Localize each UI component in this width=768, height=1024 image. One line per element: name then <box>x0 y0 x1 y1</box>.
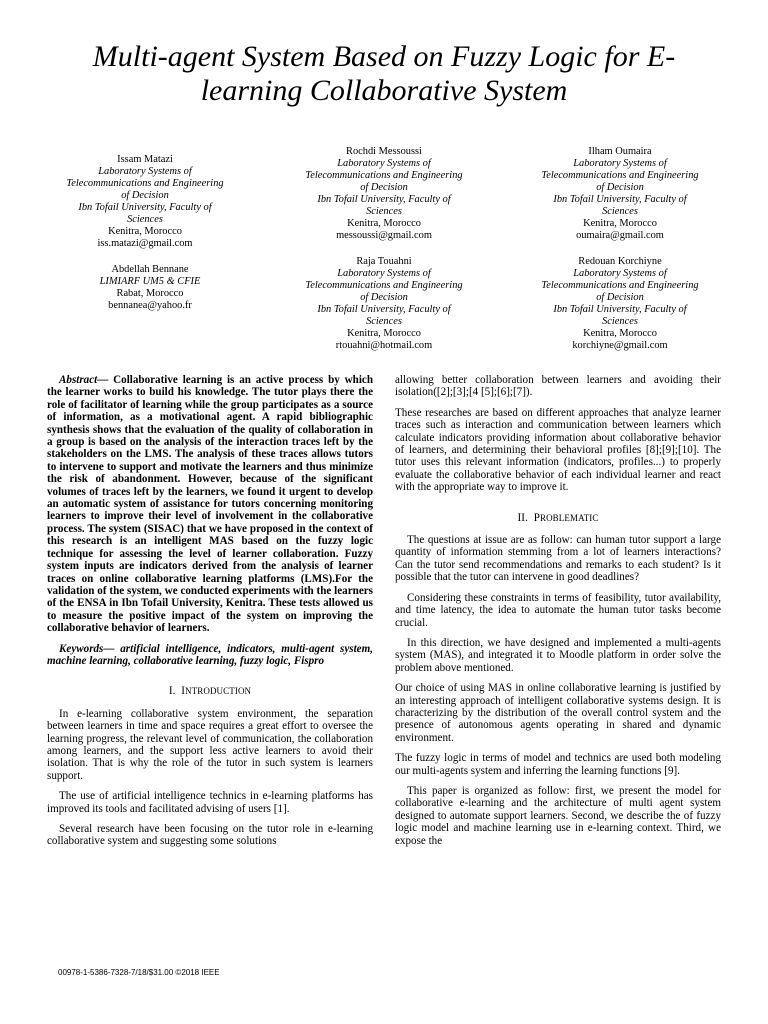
section-title-rest: ROBLEMATIC <box>539 512 599 523</box>
author-affiliation: Laboratory Systems of <box>573 268 667 279</box>
author-affiliation: Telecommunications and Engineering <box>541 280 699 291</box>
left-column <box>47 374 373 856</box>
author-location: Rabat, Morocco <box>116 288 184 299</box>
author-block-4 <box>45 264 255 312</box>
author-location: Kenitra, Morocco <box>108 226 182 237</box>
paragraph: These researches are based on different approaches that analyze learner traces such as interaction and communication between learners which calculate indicators providing information about collaborative behavior of learners, and determining their behavioral profiles [8];[9];[10]. The tutor uses this relevant information (indicators, profiles...) to properly evaluate the collaborative behavior of each individual learner and react with the appropriate way to improve it. <box>395 406 721 494</box>
paragraph: Our choice of using MAS in online collaborative learning is justified by an interesting approach of intelligent collaborative systems design. It is characterizing by the distribution of the overall control system and the presence of autonomous agents operating in shared and dynamic environment. <box>395 682 721 744</box>
author-block-3 <box>515 146 725 242</box>
author-name: Raja Touahni <box>356 256 412 267</box>
author-affiliation: Ibn Tofail University, Faculty of <box>317 194 451 205</box>
author-email: korchiyne@gmail.com <box>572 340 668 351</box>
author-affiliation: Laboratory Systems of <box>573 158 667 169</box>
author-affiliation: Sciences <box>366 316 402 327</box>
author-affiliation: Sciences <box>602 206 638 217</box>
author-email: bennanea@yahoo.fr <box>108 300 192 311</box>
author-affiliation: LIMIARF UM5 & CFIE <box>99 276 201 287</box>
author-affiliation: Laboratory Systems of <box>337 158 431 169</box>
author-affiliation: of Decision <box>360 182 408 193</box>
section-title-initial: I <box>181 685 186 698</box>
keywords: Keywords— artificial intelligence, indicators, multi-agent system, machine learning, collaborative learning, fuzzy logic, Fispro <box>47 642 373 667</box>
author-name: Ilham Oumaira <box>588 146 652 157</box>
paragraph: The questions at issue are as follow: can human tutor support a large quantity of information stemming from a lot of learners interactions? Can the tutor send recommendations and remarks to each student? Is it possible that the tutor can intervene in good deadlines? <box>395 534 721 584</box>
author-affiliation: Ibn Tofail University, Faculty of <box>317 304 451 315</box>
author-affiliation: Ibn Tofail University, Faculty of <box>553 194 687 205</box>
author-location: Kenitra, Morocco <box>347 218 421 229</box>
section-title-rest: NTRODUCTION <box>185 686 252 697</box>
author-block-6 <box>515 256 725 352</box>
copyright-footer: 00978-1-5386-7328-7/18/$31.00 ©2018 IEEE <box>58 968 220 977</box>
paragraph: In e-learning collaborative system environment, the separation between learners in time and space requires a great effort to oversee the learning progress, the relevant level of communication, the collaboration among learners, and the support less active learners to avoid their isolation. That is why the role of the tutor in such system is learners support. <box>47 707 373 782</box>
author-block-1 <box>40 154 250 250</box>
author-email: rtouahni@hotmail.com <box>335 340 433 351</box>
author-affiliation: of Decision <box>360 292 408 303</box>
author-affiliation: Telecommunications and Engineering <box>305 170 463 181</box>
author-block-5 <box>279 256 489 352</box>
author-affiliation: Laboratory Systems of <box>98 166 192 177</box>
author-affiliation: Telecommunications and Engineering <box>305 280 463 291</box>
author-block-2 <box>279 146 489 242</box>
author-affiliation: of Decision <box>596 292 644 303</box>
author-location: Kenitra, Morocco <box>347 328 421 339</box>
author-location: Kenitra, Morocco <box>583 218 657 229</box>
right-column <box>395 374 721 855</box>
section-number: I. <box>168 685 176 698</box>
paragraph: In this direction, we have designed and implemented a multi-agents system (MAS), and integrated it to Moodle platform in order solve the problem above mentioned. <box>395 636 721 674</box>
paragraph: Several research have been focusing on the tutor role in e-learning collaborative system and suggesting some solutions <box>47 823 373 848</box>
author-name: Issam Matazi <box>117 154 173 165</box>
paragraph: allowing better collaboration between learners and avoiding their isolation([2];[3];[4 [5];[6];[7]). <box>395 374 721 399</box>
author-affiliation: Ibn Tofail University, Faculty of <box>553 304 687 315</box>
paragraph: The fuzzy logic in terms of model and technics are used both modeling our multi-agents system and inferring the learning functions [9]. <box>395 752 721 777</box>
author-name: Abdellah Bennane <box>111 264 189 275</box>
author-affiliation: of Decision <box>596 182 644 193</box>
section-heading-problematic <box>395 512 721 524</box>
abstract <box>47 374 373 635</box>
author-affiliation: Sciences <box>366 206 402 217</box>
author-location: Kenitra, Morocco <box>583 328 657 339</box>
author-affiliation: Telecommunications and Engineering <box>541 170 699 181</box>
abstract-text: Collaborative learning is an active process by which the learner works to build his knowledge. The tutor plays there the role of facilitator of learning while the group participates as a source of information, as a motivational agent. A rapid bibliographic synthesis shows that the evaluation of the quality of collaboration in a group is based on the analysis of the interaction traces left by the stakeholders on the LMS. The analysis of these traces allows tutors to intervene to support and motivate the learners and thus minimize the risk of abandonment. However, because of the significant volumes of traces left by the learners, we found it urgent to develop an automatic system of assistance for tutors concerning monitoring learners to improve their level of involvement in the collaborative process. The system (SISAC) that we have proposed in the context of this research is an intelligent MAS based on the fuzzy logic technique for assessing the level of learner collaboration. Fuzzy system inputs are indicators derived from the analysis of learner traces on online collaborative learning platforms (LMS).For the validation of the system, we conducted experiments with the learners of the ENSA in Ibn Tofail University, Kenitra. These tests allowed us to measure the positive impact of the system on improving the collaborative behavior of learners. <box>47 374 373 635</box>
abstract-label: Abstract— <box>59 374 109 386</box>
author-affiliation: Telecommunications and Engineering <box>66 178 224 189</box>
paper-title: Multi-agent System Based on Fuzzy Logic for E-learning Collaborative System <box>92 40 676 107</box>
author-affiliation: Ibn Tofail University, Faculty of <box>78 202 212 213</box>
author-email: messoussi@gmail.com <box>336 230 432 241</box>
section-title-initial: P <box>533 511 540 524</box>
author-name: Redouan Korchiyne <box>578 256 662 267</box>
author-affiliation: Sciences <box>602 316 638 327</box>
section-heading-introduction <box>47 685 373 697</box>
author-email: iss.matazi@gmail.com <box>97 238 193 249</box>
author-affiliation: Sciences <box>127 214 163 225</box>
author-affiliation: Laboratory Systems of <box>337 268 431 279</box>
section-number: II. <box>517 511 528 524</box>
paragraph: Considering these constraints in terms of feasibility, tutor availability, and time latency, the idea to automate the human tutor tasks become crucial. <box>395 591 721 629</box>
paragraph: The use of artificial intelligence technics in e-learning platforms has improved its tools and facilitated advising of users [1]. <box>47 790 373 815</box>
paragraph: This paper is organized as follow: first, we present the model for collaborative e-learning and the architecture of multi agent system designed to automate support learners. Second, we describe the of fuzzy logic model and machine learning use in e-learning context. Third, we expose the <box>395 784 721 847</box>
author-name: Rochdi Messoussi <box>346 146 422 157</box>
author-affiliation: of Decision <box>121 190 169 201</box>
author-email: oumaira@gmail.com <box>576 230 664 241</box>
